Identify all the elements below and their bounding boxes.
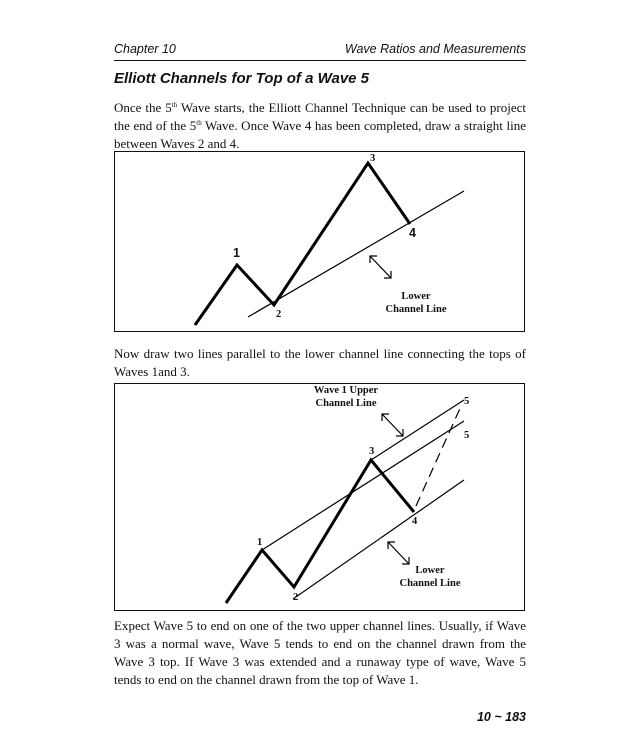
paragraph-1: Once the 5th Wave starts, the Elliott Channel Technique can be used to project the end of the 5th Wave. Once Wave 4 has been completed, draw a straight line between Waves 2 and 4. xyxy=(114,100,527,151)
wave-label-5-lower: 5 xyxy=(464,430,470,441)
running-header xyxy=(114,42,526,62)
paragraph-2: Now draw two lines parallel to the lower channel line connecting the tops of Waves 1and 3. xyxy=(114,346,526,379)
page-number: 10 ~ 183 xyxy=(476,710,526,724)
projected-wave5-dashed xyxy=(416,404,462,506)
wave-label-5-upper: 5 xyxy=(464,396,470,407)
figure-1-drawing xyxy=(115,152,526,333)
wave1-upper-channel-label: Wave 1 Upper Channel Line xyxy=(313,385,379,409)
figure-lower-channel xyxy=(114,151,525,332)
figure-upper-channels xyxy=(114,383,525,611)
double-arrow-icon xyxy=(370,256,391,278)
header-rule xyxy=(114,60,526,61)
wave-path xyxy=(195,163,410,325)
chapter-label: Chapter 10 xyxy=(114,42,176,56)
wave-label-4: 4 xyxy=(409,226,416,240)
wave-label-1: 1 xyxy=(257,537,263,548)
section-title: Elliott Channels for Top of a Wave 5 xyxy=(114,70,370,87)
section-label: Wave Ratios and Measurements xyxy=(344,42,526,56)
wave-label-1: 1 xyxy=(233,246,240,260)
wave-label-3: 3 xyxy=(369,446,375,457)
wave-label-2: 2 xyxy=(276,309,282,320)
wave-label-2: 2 xyxy=(293,592,299,603)
wave-label-4: 4 xyxy=(412,516,418,527)
double-arrow-icon xyxy=(382,414,403,436)
paragraph-3: Expect Wave 5 to end on one of the two upper channel lines. Usually, if Wave 3 was a normal wave, Wave 5 tends to end on the channel drawn from the Wave 3 top. If Wave 3 was extended and a runaway type of wave, Wave 5 tends to end on the channel drawn from the top of Wave 1. xyxy=(114,618,526,687)
lower-channel-label: Lower Channel Line xyxy=(385,291,447,315)
wave1-upper-channel-line xyxy=(262,421,464,550)
double-arrow-icon xyxy=(388,542,409,564)
lower-channel-label: Lower Channel Line xyxy=(399,565,461,589)
wave-label-3: 3 xyxy=(370,153,376,164)
wave-path xyxy=(226,460,414,603)
